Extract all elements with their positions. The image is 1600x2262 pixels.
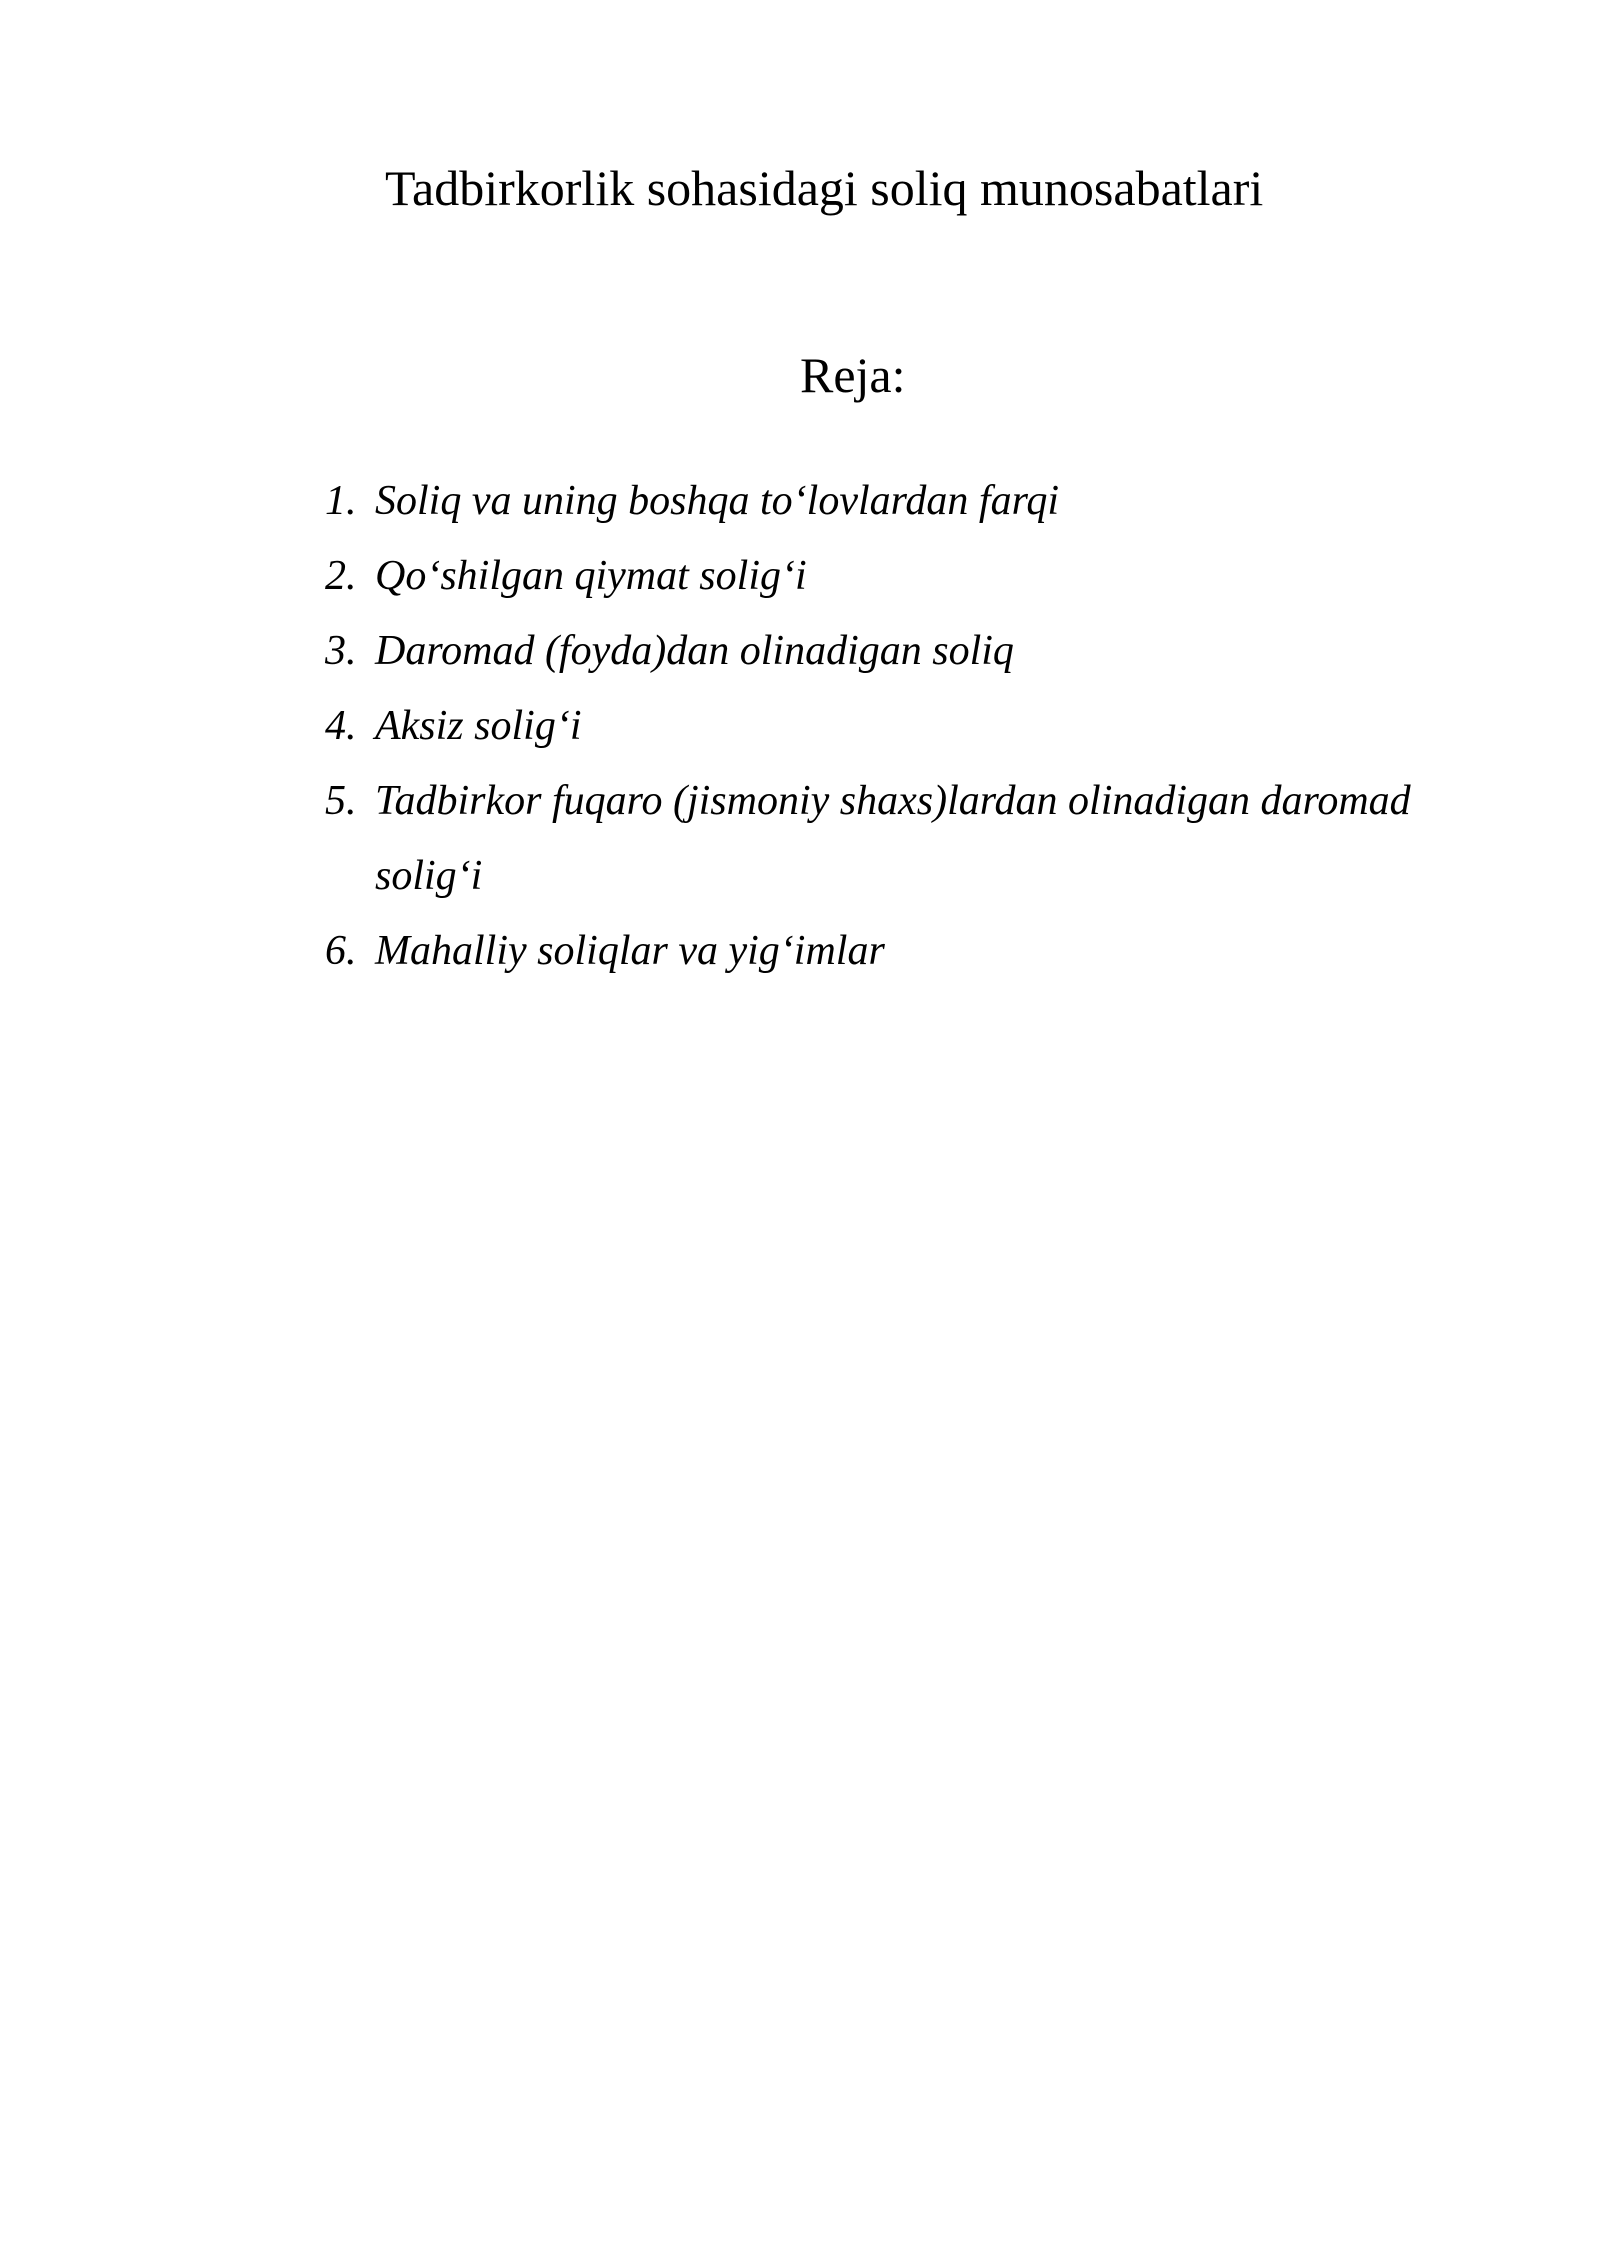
plan-item-number: 4.: [325, 703, 357, 749]
plan-item-number: 2.: [325, 553, 357, 599]
plan-item-1: [325, 464, 1485, 539]
plan-item-text: Daromad (foyda)dan olinadigan soliq: [375, 628, 1014, 674]
plan-item-2: [325, 539, 1485, 614]
plan-item-number: 6.: [325, 928, 357, 974]
plan-item-text: Aksiz solig‘i: [375, 703, 582, 749]
document-title: Tadbirkorlik sohasidagi soliq munosabatlari: [385, 160, 1264, 216]
plan-heading: Reja:: [800, 347, 906, 403]
plan-item-text: Soliq va uning boshqa to‘lovlardan farqi: [375, 478, 1060, 524]
plan-item-text: Mahalliy soliqlar va yig‘imlar: [375, 928, 885, 974]
plan-item-4: [325, 689, 1485, 764]
plan-item-number: 1.: [325, 478, 357, 524]
plan-item-number: 3.: [325, 628, 357, 674]
plan-list: [325, 464, 1485, 989]
plan-item-3: [325, 614, 1485, 689]
plan-item-5: [325, 764, 1485, 914]
plan-item-number: 5.: [325, 778, 357, 824]
plan-item-text: Qo‘shilgan qiymat solig‘i: [375, 553, 807, 599]
plan-item-text: Tadbirkor fuqaro (jismoniy shaxs)lardan olinadigan daromad solig‘i: [375, 778, 1411, 899]
plan-item-6: [325, 914, 1485, 989]
